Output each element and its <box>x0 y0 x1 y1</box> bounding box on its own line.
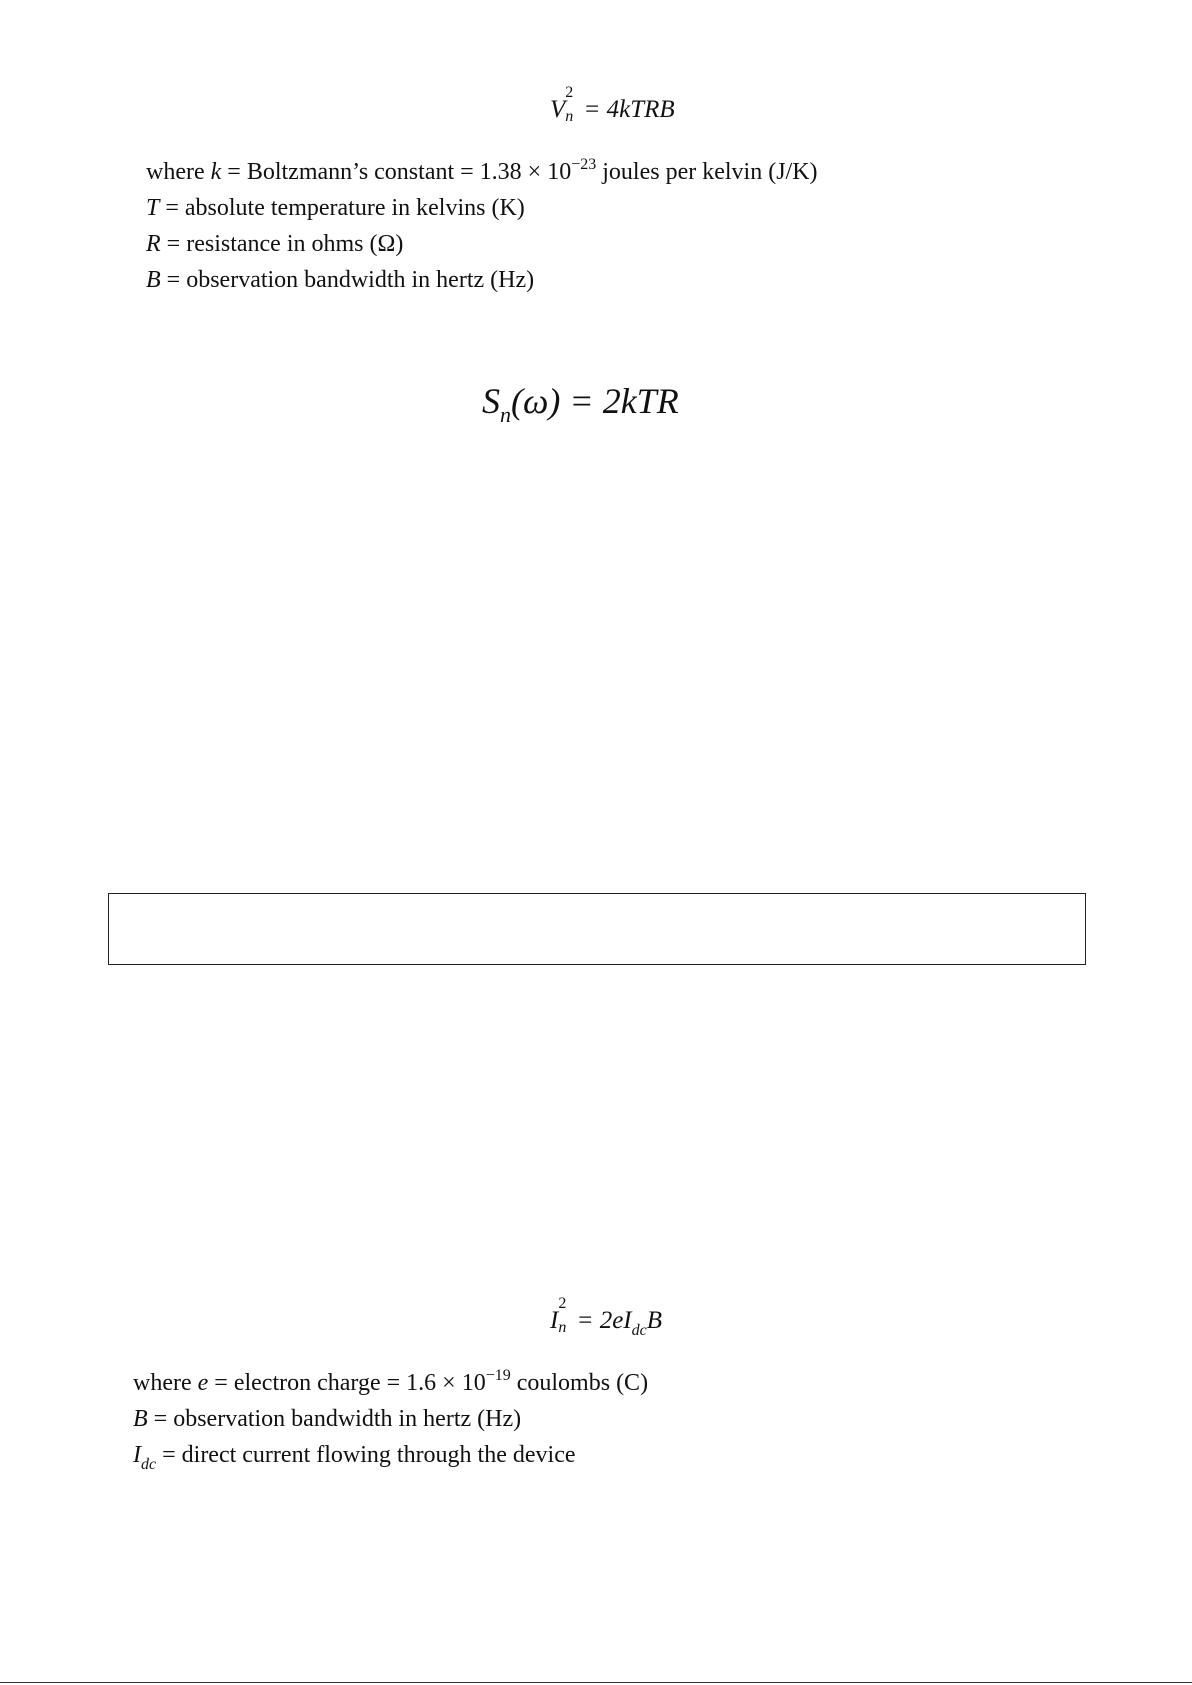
eq-lhs-sup: 2 <box>565 84 574 101</box>
def-b-shot: B = observation bandwidth in hertz (Hz) <box>133 1406 522 1432</box>
shot-lhs-var: I <box>550 1307 559 1334</box>
def-k: where k = Boltzmann’s constant = $1.38 \times 10^{-23}$ joules per kelvin (J/K) <box>146 156 818 185</box>
shot-rhs-post: B <box>646 1307 663 1334</box>
footer-rule <box>0 1682 1192 1683</box>
shot-lhs-sup: 2 <box>558 1295 567 1312</box>
eq-lhs-sub: n <box>565 108 574 125</box>
eq-lhs-var: V <box>550 96 566 123</box>
psd-rhs: = 2kTR <box>560 381 679 421</box>
def-idc: $I_{dc}$ = direct current flowing through the device <box>133 1442 576 1473</box>
shot-rhs-pre: = 2eI <box>576 1307 632 1334</box>
def-e: where e = electron charge = $1.6 \times 10^{-19}$ coulombs (C) <box>133 1367 649 1396</box>
psd-equation <box>482 380 679 427</box>
eq-rhs: = 4kTRB <box>583 96 675 123</box>
thermal-noise-equation <box>550 84 675 125</box>
shot-rhs-sub: dc <box>631 1322 647 1339</box>
psd-arg: (ω) <box>511 381 561 421</box>
def-r: R = resistance in ohms (Ω) <box>146 231 404 257</box>
def-b: B = observation bandwidth in hertz (Hz) <box>146 267 535 293</box>
psd-lhs-sub: n <box>500 402 511 427</box>
shot-lhs-sub: n <box>558 1319 567 1336</box>
psd-lhs-var: S <box>482 381 500 421</box>
shot-noise-equation <box>550 1295 663 1339</box>
def-t: T = absolute temperature in kelvins (K) <box>146 195 525 221</box>
empty-text-box <box>108 893 1086 965</box>
